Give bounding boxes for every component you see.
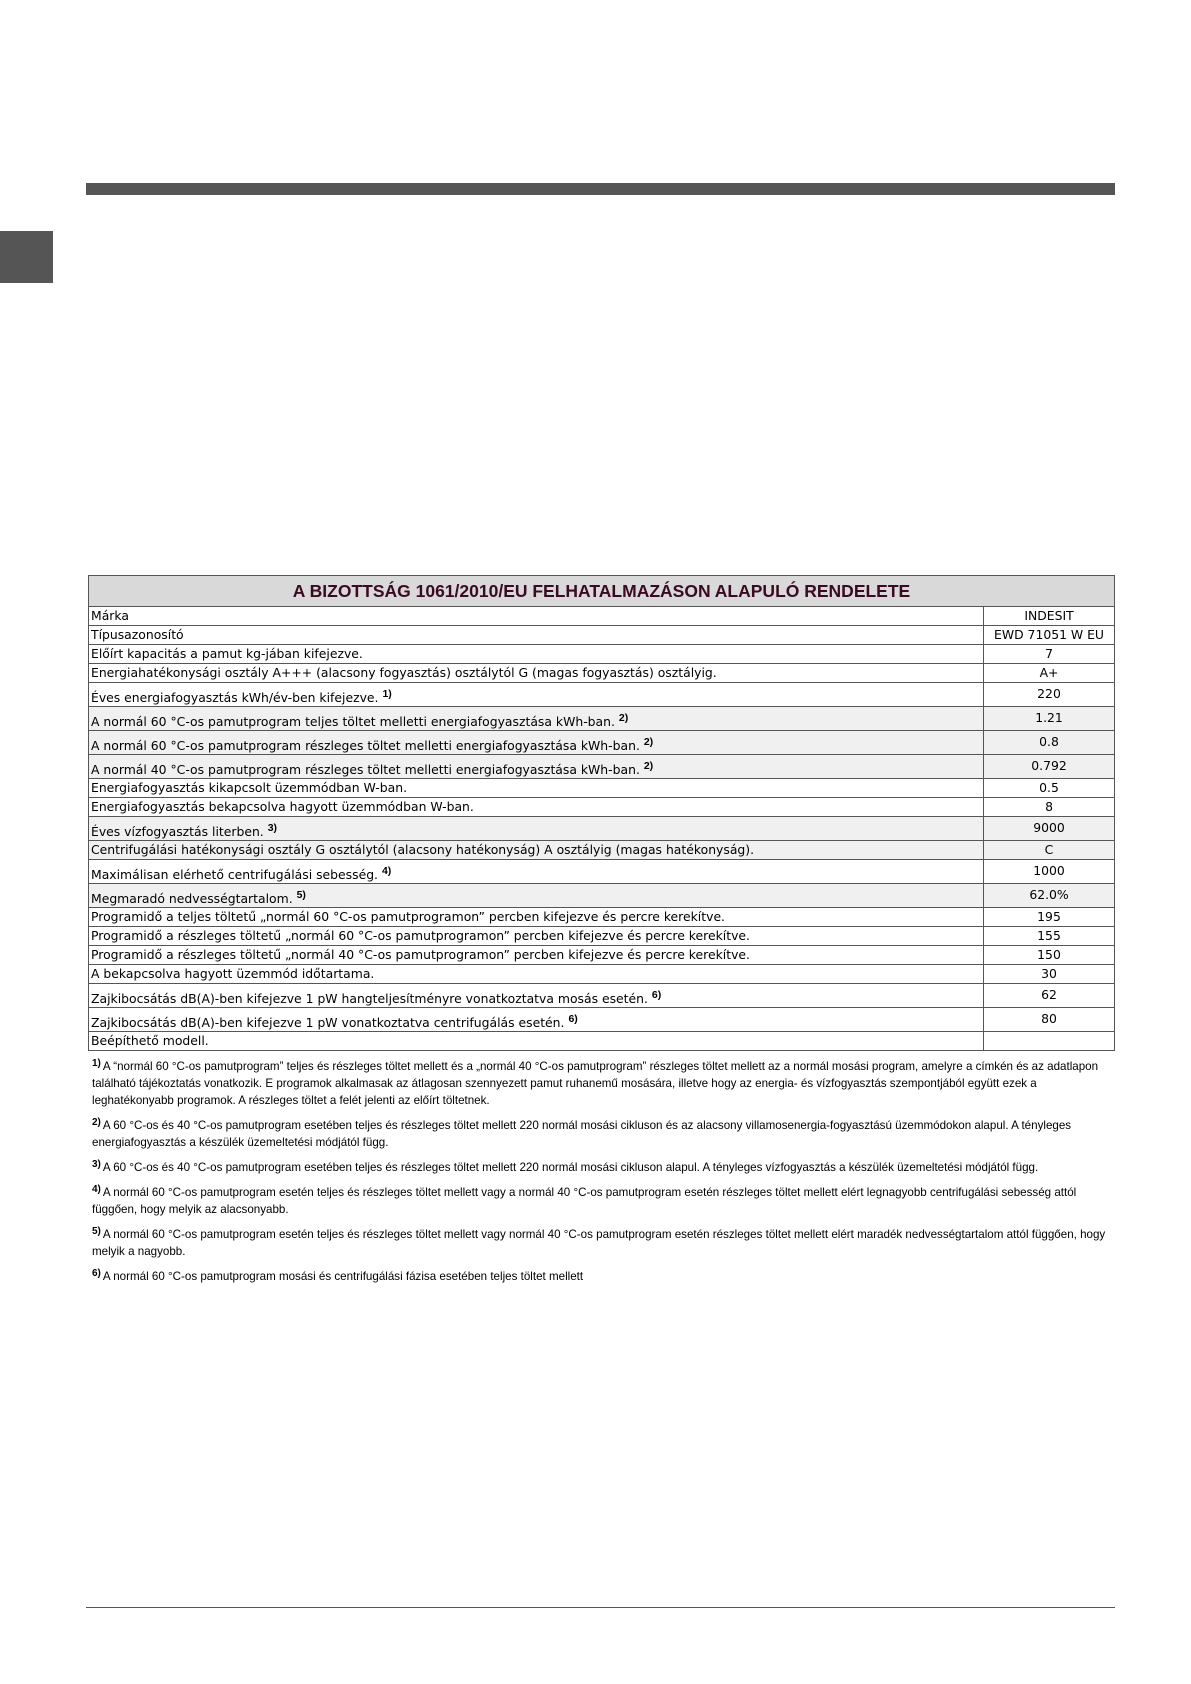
row-value: 155 — [984, 927, 1115, 946]
footnote-ref: 1) — [382, 687, 392, 700]
table-row — [89, 1008, 1115, 1032]
table-row — [89, 860, 1115, 884]
footnote-mark: 5) — [92, 1226, 101, 1237]
row-value: 80 — [984, 1008, 1115, 1032]
footnote-text: A normál 60 °C-os pamutprogram esetén teljes és részleges töltet mellett vagy normál 40 °C-os pamutprogram esetén részleges töltet mellett elért maradék nedvességtartalom attól függően, hogy melyik a nagyobb. — [92, 1228, 1106, 1258]
row-label — [89, 927, 984, 946]
table-row — [89, 817, 1115, 841]
row-label-text: A normál 60 °C-os pamutprogram teljes töltet melletti energiafogyasztása kWh-ban. — [91, 713, 615, 729]
table-row — [89, 664, 1115, 683]
footnote-ref: 3) — [267, 821, 278, 834]
language-tab-marker — [0, 231, 53, 283]
footnotes — [92, 1058, 1116, 1293]
row-label-text: Előírt kapacitás a pamut kg-jában kifejezve. — [91, 645, 363, 661]
row-label-text: Beépíthető modell. — [91, 1032, 209, 1048]
row-value: EWD 71051 W EU — [984, 626, 1115, 645]
row-label — [89, 908, 984, 927]
row-label — [89, 841, 984, 860]
footnote-mark: 1) — [92, 1058, 101, 1069]
footnote-ref: 6) — [568, 1012, 578, 1025]
row-label — [89, 884, 984, 908]
row-label-text: Éves vízfogyasztás literben. — [91, 823, 264, 839]
row-value: 62 — [984, 984, 1115, 1008]
footnote — [92, 1117, 1116, 1151]
row-label-text: Programidő a részleges töltetű „normál 40 °C-os pamutprogramon” percben kifejezve és percre kerekítve. — [91, 946, 750, 962]
table-row — [89, 1032, 1115, 1051]
table-row — [89, 645, 1115, 664]
footnote — [92, 1058, 1116, 1109]
spec-table — [88, 575, 1115, 1051]
row-label — [89, 817, 984, 841]
row-value: 1.21 — [984, 707, 1115, 731]
row-label — [89, 984, 984, 1008]
header-bar — [86, 183, 1115, 195]
row-label — [89, 626, 984, 645]
footnote-ref: 2) — [643, 735, 654, 748]
table-row — [89, 841, 1115, 860]
footnote-ref: 2) — [643, 759, 654, 772]
row-value — [984, 1032, 1115, 1051]
row-label — [89, 645, 984, 664]
table-row — [89, 798, 1115, 817]
row-value: 30 — [984, 965, 1115, 984]
row-value: 8 — [984, 798, 1115, 817]
row-label-text: Energiahatékonysági osztály A+++ (alacsony fogyasztás) osztálytól G (magas fogyasztás) osztályig. — [91, 664, 717, 680]
row-label-text: A normál 60 °C-os pamutprogram részleges töltet melletti energiafogyasztása kWh-ban. — [91, 737, 640, 753]
footnote-mark: 4) — [92, 1184, 101, 1195]
row-label-text: Márka — [91, 607, 129, 623]
footnote-text: A “normál 60 °C-os pamutprogram” teljes és részleges töltet mellett és a „normál 40 °C-os pamutprogram” részleges töltet mellett az a normál mosási program, amelyre a címkén és az adatlapon található tájékoztatás vonatkozik. E programok alkalmasak az átlagosan szennyezett pamut ruhanemű mosására, illetve hogy az energia- és vízfogyasztás szempontjából együtt ezek a leghatékonyabb programok. A részleges töltet a felét jelenti az előírt töltetnek. — [92, 1060, 1099, 1107]
table-row — [89, 683, 1115, 707]
footnote — [92, 1184, 1116, 1218]
footnote-text: A normál 60 °C-os pamutprogram esetén teljes és részleges töltet mellett vagy a normál 40 °C-os pamutprogram esetén részleges töltet mellett elért legnagyobb centrifugálási sebesség attól függően, hogy melyik az alacsonyabb. — [92, 1186, 1077, 1216]
row-value: INDESIT — [984, 607, 1115, 626]
row-value: 0.792 — [984, 755, 1115, 779]
row-label-text: Zajkibocsátás dB(A)-ben kifejezve 1 pW hangteljesítményre vonatkoztatva mosás esetén. — [91, 990, 648, 1006]
row-label-text: A normál 40 °C-os pamutprogram részleges töltet melletti energiafogyasztása kWh-ban. — [91, 761, 640, 777]
row-value: 9000 — [984, 817, 1115, 841]
table-row — [89, 626, 1115, 645]
row-label-text: A bekapcsolva hagyott üzemmód időtartama. — [91, 965, 375, 981]
footnote — [92, 1226, 1116, 1260]
row-value: 7 — [984, 645, 1115, 664]
row-label-text: Energiafogyasztás kikapcsolt üzemmódban W-ban. — [91, 779, 408, 795]
row-label — [89, 779, 984, 798]
row-label — [89, 798, 984, 817]
row-label — [89, 664, 984, 683]
footnote-text: A 60 °C-os és 40 °C-os pamutprogram esetében teljes és részleges töltet mellett 220 normál mosási cikluson és az alacsony villamosenergia-fogyasztású üzemmódokon alapul. A tényleges energiafogyasztás a készülék üzemeltetési módjától függ. — [92, 1119, 1072, 1149]
row-value: 0.5 — [984, 779, 1115, 798]
table-row — [89, 707, 1115, 731]
row-label-text: Centrifugálási hatékonysági osztály G osztálytól (alacsony hatékonyság) A osztályig (magas hatékonyság). — [91, 841, 755, 857]
footnote-ref: 5) — [296, 888, 306, 901]
spec-table-body — [89, 607, 1115, 1051]
footnote-ref: 4) — [381, 864, 392, 877]
row-value: 220 — [984, 683, 1115, 707]
row-value: 150 — [984, 946, 1115, 965]
row-label — [89, 860, 984, 884]
footnote — [92, 1268, 1116, 1285]
row-label-text: Energiafogyasztás bekapcsolva hagyott üzemmódban W-ban. — [91, 798, 474, 814]
table-row — [89, 946, 1115, 965]
table-row — [89, 779, 1115, 798]
footnote-text: A 60 °C-os és 40 °C-os pamutprogram esetében teljes és részleges töltet mellett 220 normál mosási cikluson alapul. A tényleges vízfogyasztás a készülék üzemeltetési módjától függ. — [102, 1161, 1039, 1174]
row-label — [89, 1008, 984, 1032]
row-label-text: Programidő a teljes töltetű „normál 60 °C-os pamutprogramon” percben kifejezve és percre kerekítve. — [91, 908, 726, 924]
row-label — [89, 683, 984, 707]
row-label — [89, 707, 984, 731]
row-label — [89, 607, 984, 626]
table-row — [89, 731, 1115, 755]
table-row — [89, 884, 1115, 908]
row-label-text: Programidő a részleges töltetű „normál 60 °C-os pamutprogramon” percben kifejezve és percre kerekítve. — [91, 927, 750, 943]
footnote-mark: 3) — [92, 1159, 101, 1170]
row-label-text: Megmaradó nedvességtartalom. — [91, 890, 293, 906]
footnote — [92, 1159, 1116, 1176]
row-label — [89, 1032, 984, 1051]
table-row — [89, 908, 1115, 927]
footnote-ref: 2) — [618, 711, 629, 724]
table-row — [89, 927, 1115, 946]
table-row — [89, 607, 1115, 626]
table-row — [89, 755, 1115, 779]
row-label-text: Éves energiafogyasztás kWh/év-ben kifejezve. — [91, 689, 379, 705]
row-label — [89, 965, 984, 984]
row-value: 195 — [984, 908, 1115, 927]
row-label — [89, 946, 984, 965]
row-label-text: Típusazonosító — [91, 626, 184, 642]
row-label-text: Maximálisan elérhető centrifugálási sebesség. — [91, 866, 378, 882]
row-value: A+ — [984, 664, 1115, 683]
table-title: A BIZOTTSÁG 1061/2010/EU FELHATALMAZÁSON ALAPULÓ RENDELETE — [89, 576, 1115, 607]
footnote-text: A normál 60 °C-os pamutprogram mosási és centrifugálási fázisa esetében teljes töltet mellett — [102, 1270, 584, 1283]
table-row — [89, 965, 1115, 984]
footnote-mark: 6) — [92, 1268, 101, 1279]
row-value: 62.0% — [984, 884, 1115, 908]
row-label — [89, 755, 984, 779]
row-label-text: Zajkibocsátás dB(A)-ben kifejezve 1 pW vonatkoztatva centrifugálás esetén. — [91, 1014, 565, 1030]
footnote-ref: 6) — [651, 988, 662, 1001]
bottom-rule — [86, 1607, 1115, 1608]
footnote-mark: 2) — [92, 1117, 101, 1128]
row-value: 1000 — [984, 860, 1115, 884]
row-label — [89, 731, 984, 755]
table-row — [89, 984, 1115, 1008]
row-value: 0.8 — [984, 731, 1115, 755]
row-value: C — [984, 841, 1115, 860]
